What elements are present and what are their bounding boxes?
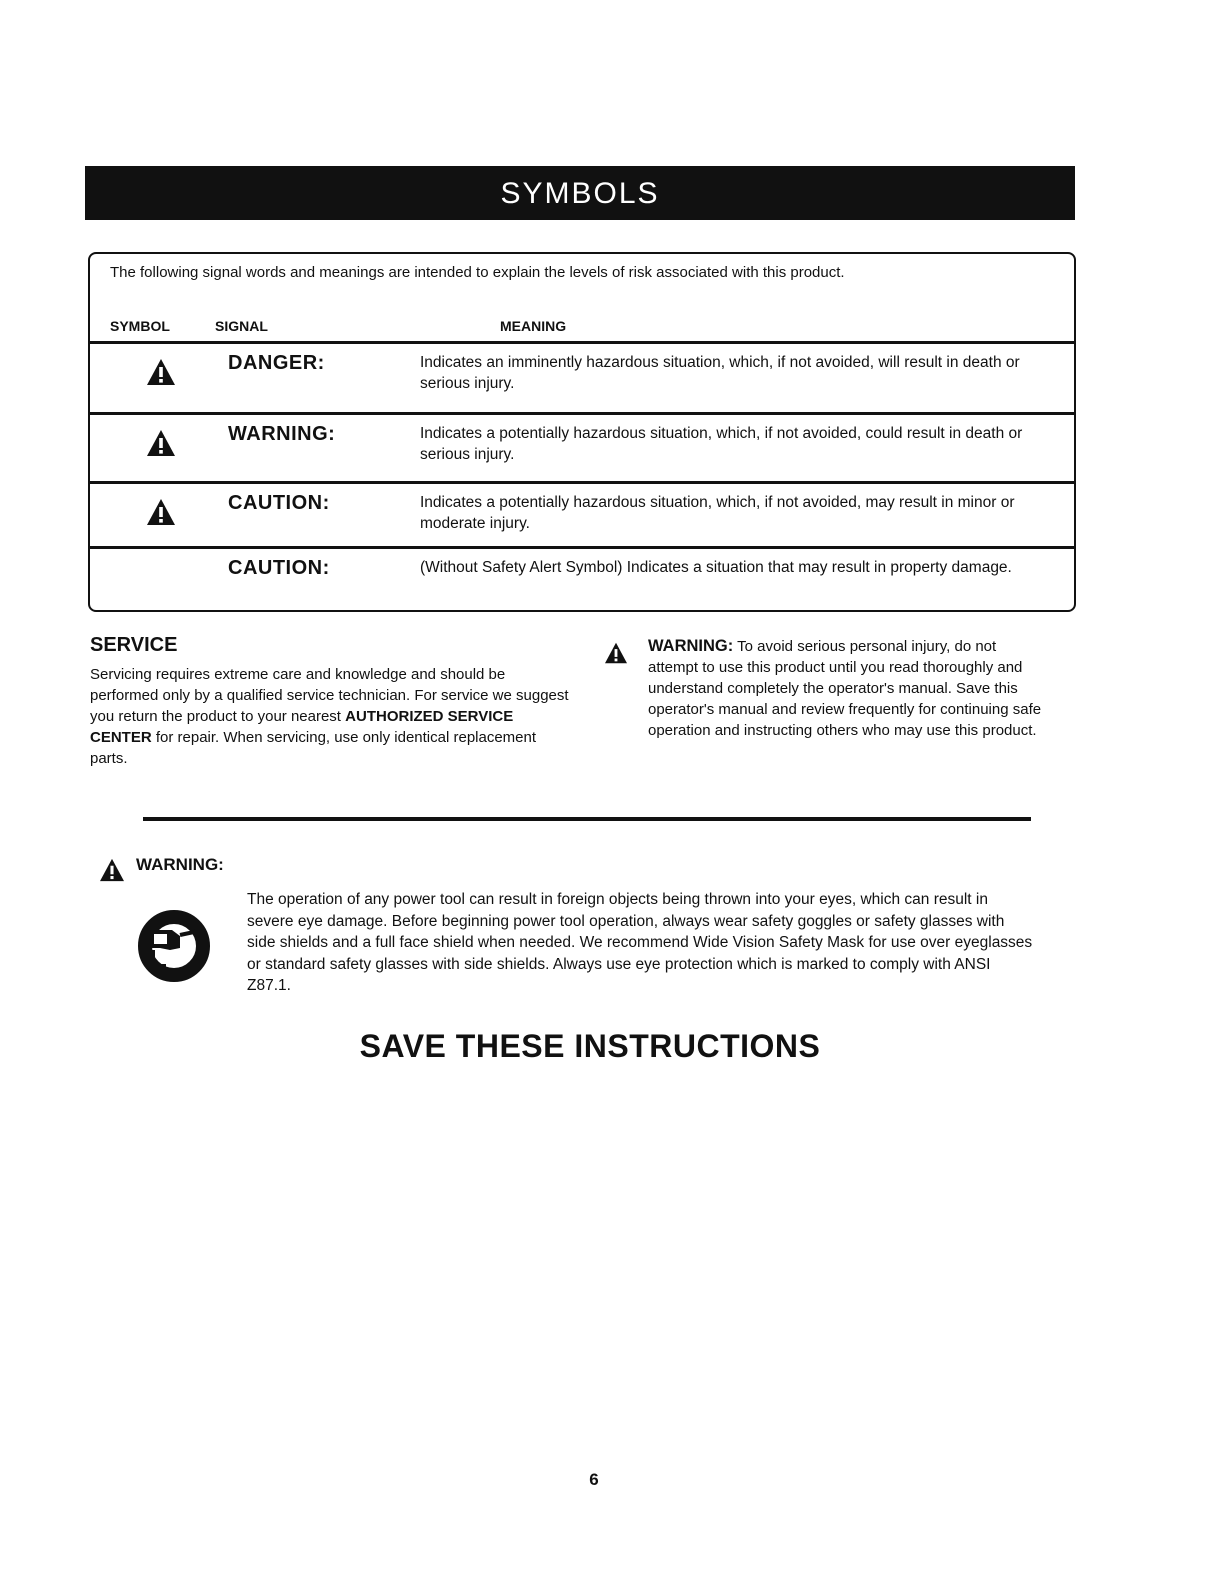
signal-meaning: Indicates a potentially hazardous situation, which, if not avoided, may result in minor or moderate injury.: [420, 494, 1015, 532]
safety-goggles-icon: [136, 908, 212, 984]
table-row-warning: [90, 415, 1074, 481]
section-divider: [143, 817, 1031, 821]
page-title: SYMBOLS: [500, 177, 660, 210]
warning-text: To avoid serious personal injury, do not attempt to use this product until you read thoroughly and understand completely the operator's manual. Save this operator's manual and review frequently for continuing safe operation and instructing others who may use this product.: [648, 638, 1042, 739]
eye-protection-text: The operation of any power tool can result in foreign objects being thrown into your eyes, which can result in severe eye damage. Before beginning power tool operation, always wear safety goggles or safety glasses with side shields and a full face shield when needed. We recommend Wide Vision Safety Mask for use over eyeglasses or standard safety glasses with side shields. Always use eye protection which is marked to comply with ANSI Z87.1.: [247, 891, 1033, 994]
signal-word: CAUTION:: [228, 557, 330, 579]
safety-alert-icon: [146, 498, 176, 526]
manual-warning: [648, 636, 1048, 741]
signal-word: DANGER:: [228, 352, 325, 374]
signal-word: WARNING:: [228, 423, 336, 445]
safety-alert-icon: [146, 358, 176, 386]
table-row-danger: [90, 344, 1074, 412]
column-header-symbol: SYMBOL: [110, 318, 170, 334]
service-text: [90, 664, 570, 769]
column-header-meaning: MEANING: [500, 318, 567, 334]
signal-meaning: (Without Safety Alert Symbol) Indicates a situation that may result in property damage.: [420, 559, 1012, 576]
safety-alert-icon: [604, 642, 628, 664]
symbols-banner: [85, 166, 1075, 220]
safety-alert-icon: [146, 429, 176, 457]
warning-label: WARNING:: [648, 637, 734, 655]
service-text-part: for repair. When servicing, use only identical replacement parts.: [90, 729, 537, 767]
column-header-signal: SIGNAL: [215, 318, 268, 334]
page-number: 6: [589, 1470, 599, 1489]
signal-word: CAUTION:: [228, 492, 330, 514]
signal-meaning: Indicates an imminently hazardous situation, which, if not avoided, will result in death or serious injury.: [420, 354, 1020, 392]
service-text-part: Servicing requires extreme care and knowledge and should be performed only by a qualified service technician. For service we suggest you return the product to your nearest: [90, 666, 569, 725]
safety-alert-icon: [99, 858, 125, 882]
symbols-intro: The following signal words and meanings are intended to explain the levels of risk associated with this product.: [110, 264, 845, 281]
service-heading: SERVICE: [90, 634, 178, 656]
table-row-caution: [90, 484, 1074, 546]
table-row-caution-no-symbol: [90, 549, 1074, 607]
save-instructions-heading: SAVE THESE INSTRUCTIONS: [359, 1028, 821, 1064]
signal-meaning: Indicates a potentially hazardous situation, which, if not avoided, could result in death or serious injury.: [420, 425, 1023, 463]
warning-label: WARNING:: [136, 855, 224, 874]
symbols-table: [88, 252, 1076, 612]
service-center-emphasis: AUTHORIZED SERVICE CENTER: [90, 708, 514, 746]
